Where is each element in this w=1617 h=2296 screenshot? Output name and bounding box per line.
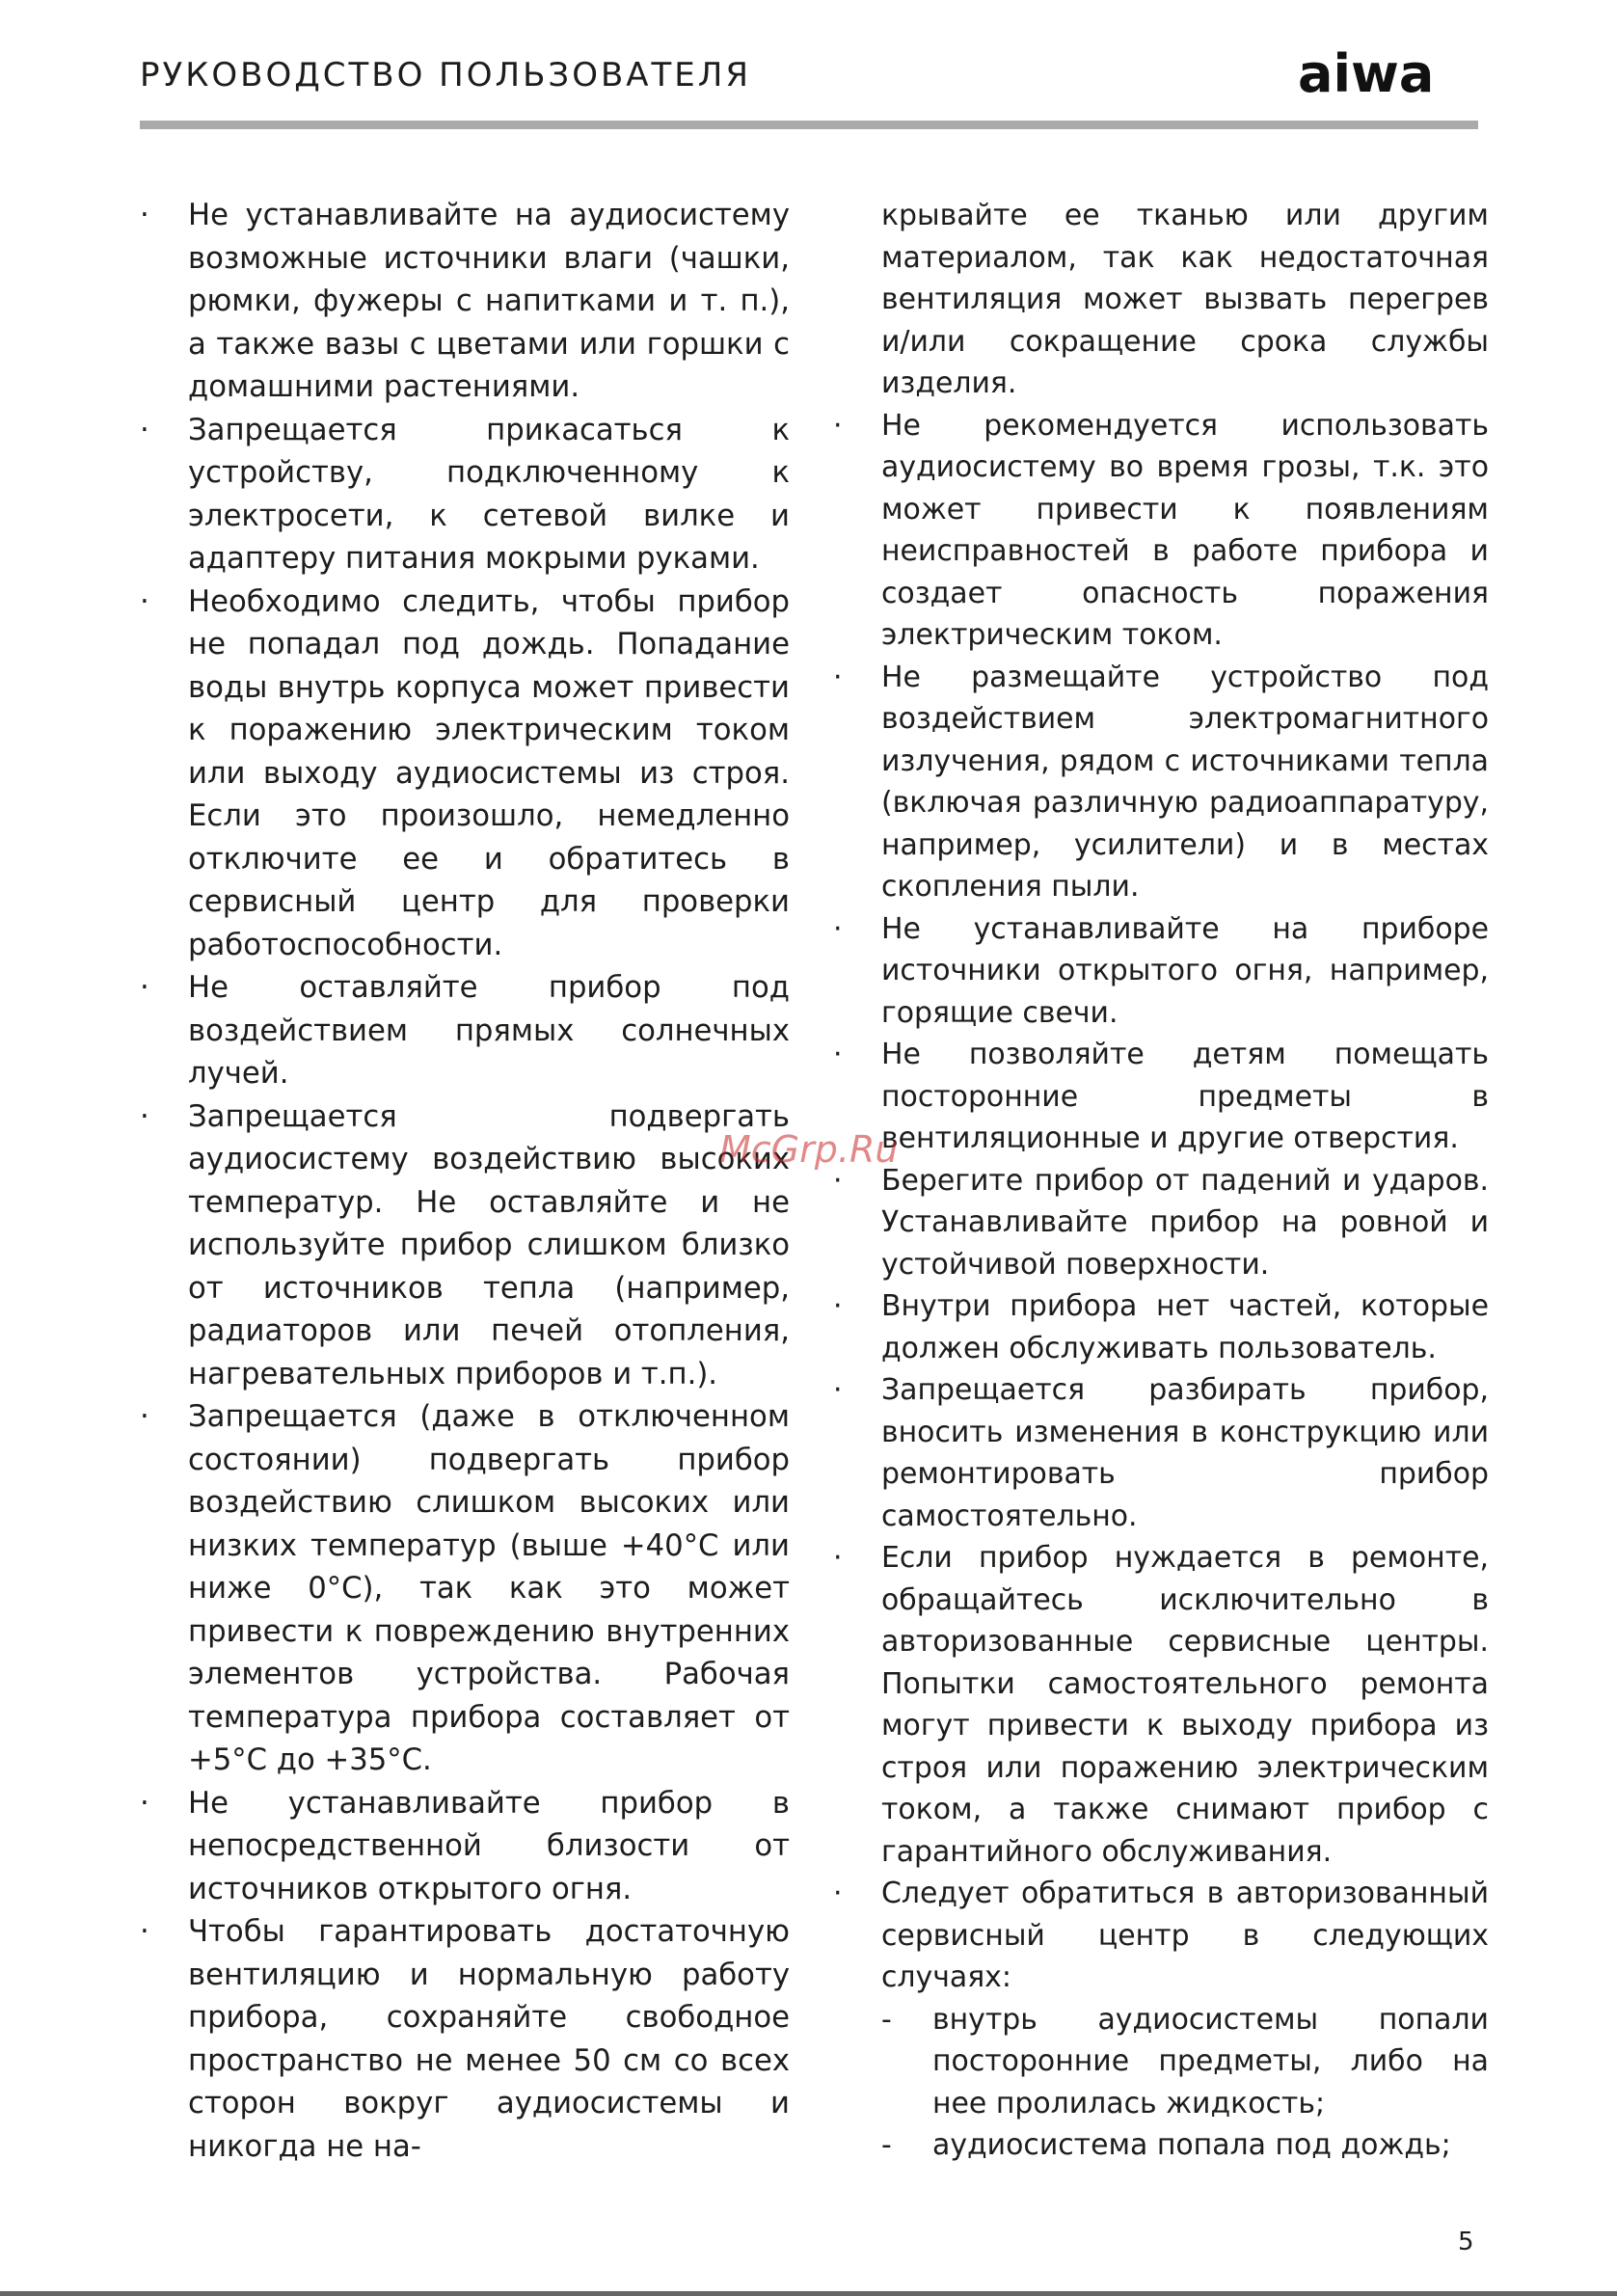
bullet-icon: · (833, 660, 843, 694)
sub-list-item: - аудиосистема попала под дождь; (833, 2124, 1489, 2167)
bullet-icon: · (833, 408, 843, 443)
bullet-icon: · (833, 1163, 843, 1198)
bullet-icon: · (140, 199, 149, 232)
list-item: · Не позволяйте детям помещать посторонние предметы в вентиляционные и другие отверстия. (833, 1034, 1489, 1160)
page-edge (0, 2291, 1617, 2296)
list-item: · Берегите прибор от падений и ударов. Устанавливайте прибор на ровной и устойчивой поверхности. (833, 1160, 1489, 1286)
document-title: РУКОВОДСТВО ПОЛЬЗОВАТЕЛЯ (140, 56, 751, 95)
bullet-icon: · (833, 1289, 843, 1323)
bullet-icon: · (140, 413, 149, 447)
bullet-icon: · (140, 1099, 149, 1134)
dash-icon: - (881, 2128, 892, 2162)
list-item: · Необходимо следить, чтобы прибор не попадал под дождь. Попадание воды внутрь корпуса может привести к поражению электрическим током или выходу аудиосистемы из строя. Если это произошло, немедленно отключите ее и обратитесь в сервисный центр для проверки работоспособности. (140, 581, 790, 968)
dash-icon: - (881, 2002, 892, 2037)
list-item: · Следует обратиться в авторизованный сервисный центр в следующих случаях: (833, 1873, 1489, 1999)
sub-list-item: - внутрь аудиосистемы попали посторонние предметы, либо на нее пролилась жидкость; (833, 1999, 1489, 2125)
bullet-icon: · (140, 971, 149, 1005)
bullet-icon: · (833, 1877, 843, 1910)
bullet-icon: · (140, 1786, 149, 1821)
left-column (140, 195, 790, 2169)
brand-logo: aiwa (1298, 43, 1435, 104)
list-item: · Не устанавливайте на приборе источники открытого огня, например, горящие свечи. (833, 908, 1489, 1035)
list-item: · Не рекомендуется использовать аудиосистему во время грозы, т.к. это может привести к появлениям неисправностей в работе прибора и создает опасность поражения электрическим током. (833, 405, 1489, 657)
bullet-icon: · (140, 1915, 149, 1949)
list-item: · Запрещается разбирать прибор, вносить изменения в конструкцию или ремонтировать прибор самостоятельно. (833, 1369, 1489, 1537)
bullet-icon: · (140, 1400, 149, 1434)
list-item: · Чтобы гарантировать достаточную вентиляцию и нормальную работу прибора, сохраняйте свободное пространство не менее 50 см со всех сторон вокруг аудиосистемы и никогда не на- (140, 1911, 790, 2169)
bullet-icon: · (833, 1541, 843, 1575)
list-item: · Не устанавливайте прибор в непосредственной близости от источников открытого огня. (140, 1783, 790, 1912)
list-item: · Если прибор нуждается в ремонте, обращайтесь исключительно в авторизованные сервисные центры. Попытки самостоятельного ремонта могут привести к выходу прибора из строя или поражению электрическим током, а также снимают прибор с гарантийного обслуживания. (833, 1537, 1489, 1873)
bullet-icon: · (833, 1038, 843, 1071)
list-item: · Не оставляйте прибор под воздействием прямых солнечных лучей. (140, 967, 790, 1096)
list-item: · Запрещается прикасаться к устройству, подключенному к электросети, к сетевой вилке и адаптеру питания мокрыми руками. (140, 410, 790, 581)
list-item: · Не размещайте устройство под воздействием электромагнитного излучения, рядом с источниками тепла (включая различную радиоаппаратуру, например, усилители) и в местах скопления пыли. (833, 657, 1489, 908)
list-item: · Не устанавливайте на аудиосистему возможные источники влаги (чашки, рюмки, фужеры с напитками и т. п.), а также вазы с цветами или горшки с домашними растениями. (140, 195, 790, 410)
right-column (833, 195, 1489, 2167)
page-number: 5 (1458, 2228, 1474, 2256)
bullet-icon: · (140, 584, 149, 619)
list-item: · Запрещается (даже в отключенном состоянии) подвергать прибор воздействию слишком высоких или низких температур (выше +40°С или ниже 0°С), так как это может привести к повреждению внутренних элементов устройства. Рабочая температура прибора составляет от +5°С до +35°С. (140, 1396, 790, 1783)
list-item: · Запрещается подвергать аудиосистему воздействию высоких температур. Не оставляйте и не используйте прибор слишком близко от источников тепла (например, радиаторов или печей отопления, нагревательных приборов и т.п.). (140, 1096, 790, 1397)
watermark: McGrp.Ru (719, 1128, 899, 1171)
list-item: · Внутри прибора нет частей, которые должен обслуживать пользователь. (833, 1285, 1489, 1369)
bullet-icon: · (833, 911, 843, 946)
header-rule (140, 121, 1478, 129)
continued-paragraph: крывайте ее тканью или другим материалом, так как недостаточная вентиляция может вызвать перегрев и/или сокращение срока службы изделия. (881, 199, 1489, 400)
bullet-icon: · (833, 1373, 843, 1407)
